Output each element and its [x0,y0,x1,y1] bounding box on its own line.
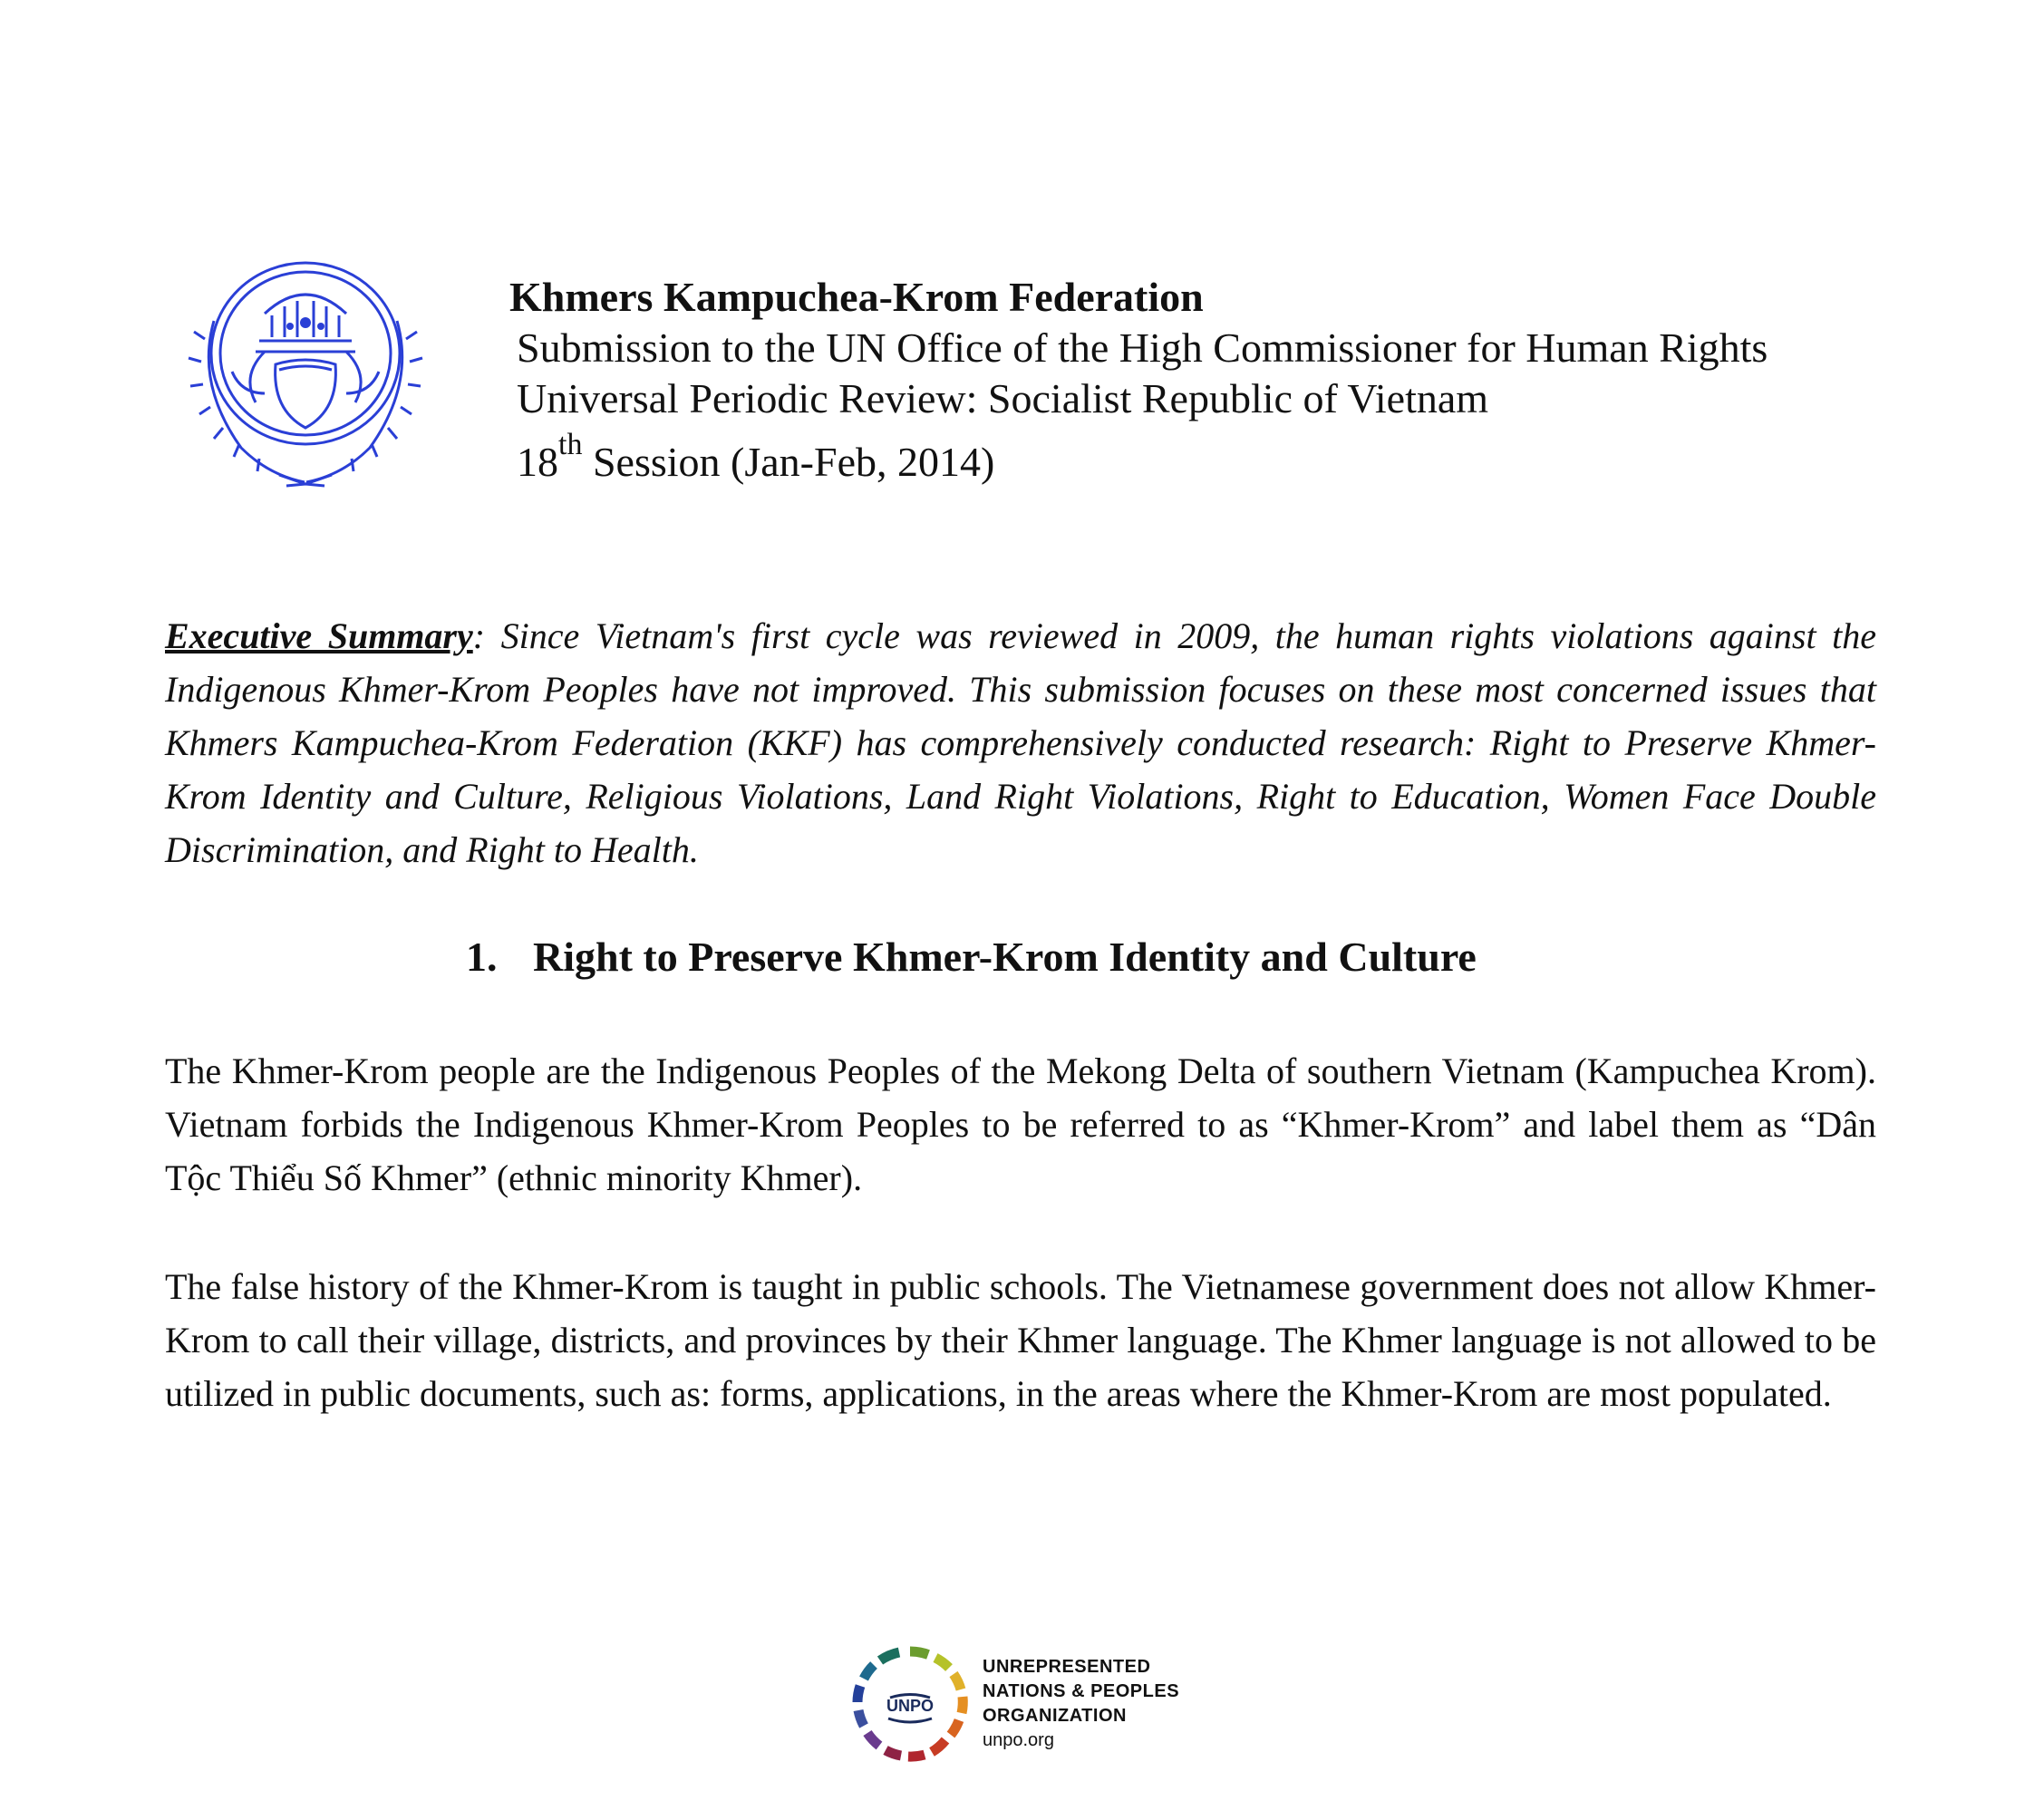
session-line [517,428,1905,488]
organization-name: Khmers Kampuchea-Krom Federation [509,274,1204,320]
body-paragraph: The Khmer-Krom people are the Indigenous Peoples of the Mekong Delta of southern Vietnam (Kampuchea Krom). Vietnam forbids the Indigenous Khmer-Krom Peoples to be referred to as “Khmer-Krom” and label them as “Dân Tộc Thiểu Số Khmer” (ethnic minority Khmer). [165,1050,1876,1198]
unpo-name-line1: UNREPRESENTED [983,1657,1151,1677]
submission-line: Submission to the UN Office of the High Commissioner for Human Rights [517,324,1768,371]
unpo-url[interactable]: unpo.org [983,1730,1054,1750]
session-dates: Session (Jan-Feb, 2014) [582,439,995,485]
unpo-name-line3: ORGANIZATION [983,1706,1127,1726]
session-number: 18 [517,439,558,485]
executive-summary [165,609,1876,876]
section-number: 1. [466,934,498,980]
session-suffix: th [558,428,583,461]
body-paragraph: The false history of the Khmer-Krom is taught in public schools. The Vietnamese government does not allow Khmer-Krom to call their village, districts, and provinces by their Khmer language. The Khmer language is not allowed to be utilized in public documents, such as: forms, applications, in the areas where the Khmer-Krom are most populated. [165,1266,1876,1414]
executive-summary-label: Executive Summary [165,615,473,656]
unpo-footer [983,1655,1179,1753]
document-header [509,272,1905,488]
unpo-logo [848,1642,972,1766]
section-title: Right to Preserve Khmer-Krom Identity and Culture [533,934,1477,980]
review-line: Universal Periodic Review: Socialist Republic of Vietnam [517,375,1489,421]
kkf-emblem-logo [178,257,433,495]
unpo-logo-text: UNPO [886,1697,935,1715]
executive-summary-text: : Since Vietnam's first cycle was reviewed in 2009, the human rights violations against the Indigenous Khmer-Krom Peoples have not improved. This submission focuses on these most concerned issues that Khmers Kampuchea-Krom Federation (KKF) has comprehensively conducted research: Right to Preserve Khmer-Krom Identity and Culture, Religious Violations, Land Right Violations, Right to Education, Women Face Double Discrimination, and Right to Health. [165,615,1876,870]
section-heading [466,932,1477,983]
unpo-name-line2: NATIONS & PEOPLES [983,1681,1180,1701]
